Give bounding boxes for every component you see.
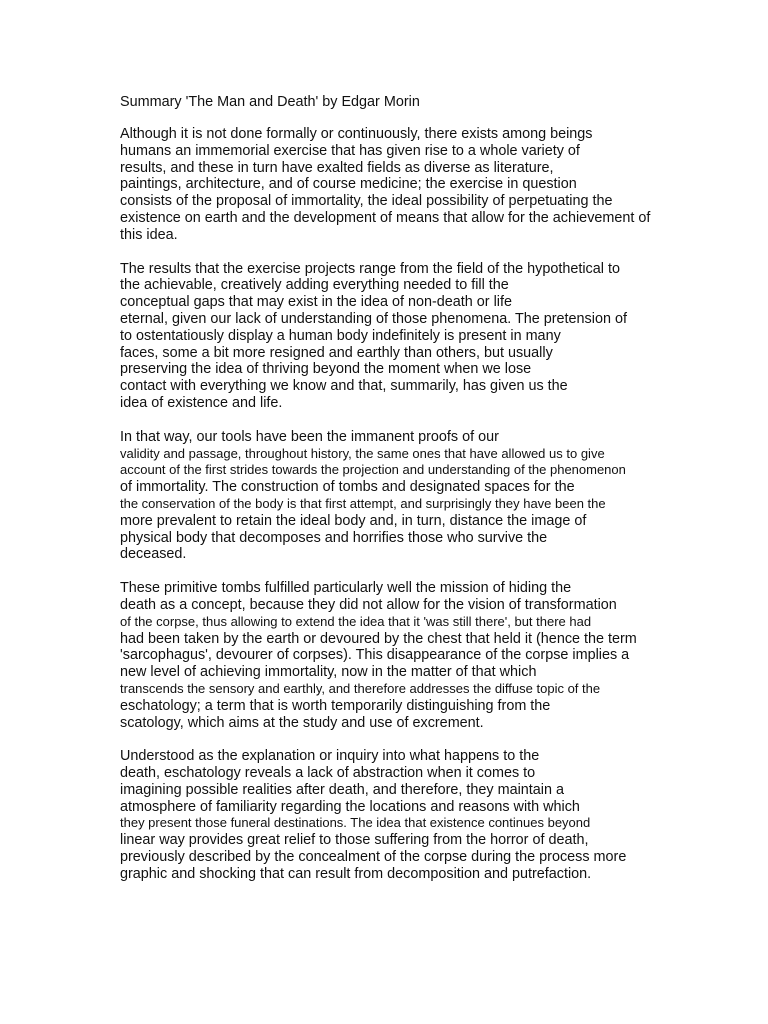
paragraph-line: existence on earth and the development of means that allow for the achievement of bbox=[120, 209, 651, 226]
paragraph-line: contact with everything we know and that, summarily, has given us the bbox=[120, 378, 568, 395]
paragraph-line: more prevalent to retain the ideal body and, in turn, distance the image of bbox=[120, 512, 587, 529]
paragraph-line: transcends the sensory and earthly, and therefore addresses the diffuse topic of the bbox=[120, 680, 601, 696]
paragraph-line: paintings, architecture, and of course medicine; the exercise in question bbox=[120, 176, 577, 193]
paragraph-line: faces, some a bit more resigned and earthly than others, but usually bbox=[120, 344, 553, 361]
paragraph-line: previously described by the concealment of the corpse during the process more bbox=[120, 849, 627, 866]
paragraph-line: deceased. bbox=[120, 546, 187, 563]
paragraph-line: eschatology; a term that is worth temporarily distinguishing from the bbox=[120, 697, 551, 714]
paragraph-line: death, eschatology reveals a lack of abstraction when it comes to bbox=[120, 765, 536, 782]
paragraph-list bbox=[120, 126, 720, 883]
paragraph-line: graphic and shocking that can result from decomposition and putrefaction. bbox=[120, 865, 592, 882]
paragraph-line: Understood as the explanation or inquiry into what happens to the bbox=[120, 748, 540, 765]
paragraph bbox=[120, 580, 720, 731]
paragraph-line: the conservation of the body is that first attempt, and surprisingly they have been the bbox=[120, 495, 606, 511]
paragraph bbox=[120, 429, 720, 563]
paragraph-line: These primitive tombs fulfilled particularly well the mission of hiding the bbox=[120, 580, 572, 597]
document-title: Summary 'The Man and Death' by Edgar Morin bbox=[120, 94, 420, 110]
paragraph-line: humans an immemorial exercise that has given rise to a whole variety of bbox=[120, 142, 580, 159]
paragraph-line: physical body that decomposes and horrifies those who survive the bbox=[120, 529, 548, 546]
paragraph-line: validity and passage, throughout history, the same ones that have allowed us to give bbox=[120, 445, 605, 461]
paragraph-line: scatology, which aims at the study and use of excrement. bbox=[120, 714, 484, 731]
paragraph-line: In that way, our tools have been the immanent proofs of our bbox=[120, 428, 499, 445]
paragraph-line: of the corpse, thus allowing to extend the idea that it 'was still there', but there had bbox=[120, 613, 592, 629]
paragraph-line: linear way provides great relief to those suffering from the horror of death, bbox=[120, 832, 589, 849]
paragraph-line: atmosphere of familiarity regarding the locations and reasons with which bbox=[120, 798, 580, 815]
paragraph-line: had been taken by the earth or devoured by the chest that held it (hence the term bbox=[120, 630, 637, 647]
paragraph-line: account of the first strides towards the projection and understanding of the phenomenon bbox=[120, 462, 626, 478]
paragraph-line: conceptual gaps that may exist in the idea of non-death or life bbox=[120, 294, 512, 311]
paragraph-line: eternal, given our lack of understanding of those phenomena. The pretension of bbox=[120, 310, 627, 327]
paragraph-line: preserving the idea of thriving beyond the moment when we lose bbox=[120, 361, 532, 378]
paragraph-line: imagining possible realities after death, and therefore, they maintain a bbox=[120, 781, 564, 798]
paragraph-line: to ostentatiously display a human body indefinitely is present in many bbox=[120, 327, 561, 344]
paragraph-line: the achievable, creatively adding everything needed to fill the bbox=[120, 277, 509, 294]
paragraph-line: death as a concept, because they did not allow for the vision of transformation bbox=[120, 596, 617, 613]
paragraph-line: 'sarcophagus', devourer of corpses). This disappearance of the corpse implies a bbox=[120, 647, 630, 664]
paragraph-line: The results that the exercise projects range from the field of the hypothetical to bbox=[120, 260, 620, 277]
paragraph-line: Although it is not done formally or continuously, there exists among beings bbox=[120, 126, 593, 142]
paragraph-line: new level of achieving immortality, now in the matter of that which bbox=[120, 664, 537, 681]
paragraph bbox=[120, 261, 720, 412]
paragraph-line: consists of the proposal of immortality, the ideal possibility of perpetuating the bbox=[120, 193, 613, 210]
paragraph bbox=[120, 126, 720, 244]
paragraph-line: idea of existence and life. bbox=[120, 394, 283, 411]
paragraph bbox=[120, 748, 720, 882]
paragraph-line: results, and these in turn have exalted fields as diverse as literature, bbox=[120, 159, 554, 176]
paragraph-line: they present those funeral destinations. The idea that existence continues beyond bbox=[120, 815, 591, 831]
paragraph-line: this idea. bbox=[120, 226, 178, 243]
document-body bbox=[120, 94, 720, 900]
paragraph-line: of immortality. The construction of tombs and designated spaces for the bbox=[120, 479, 575, 496]
